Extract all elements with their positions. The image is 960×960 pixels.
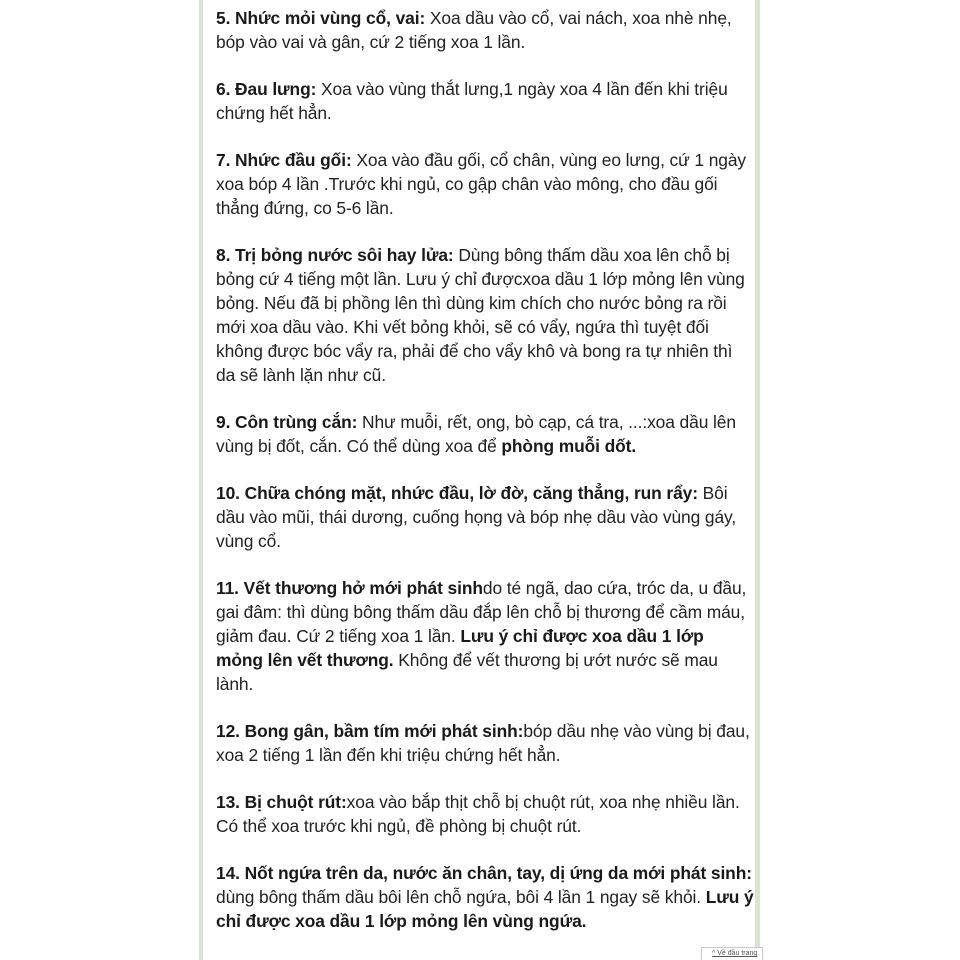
item-body: xoa vào bắp thịt chỗ bị chuột rút, xoa nhẹ nhiều lần. Có thể xoa trước khi ngủ, đề phòng bị chuột rút. (216, 792, 740, 836)
item-body: dùng bông thấm dầu bôi lên chỗ ngứa, bôi 4 lần 1 ngay sẽ khỏi. (216, 887, 706, 907)
item-body: Không để vết thương bị ướt nước sẽ mau lành. (216, 650, 718, 694)
item-heading: 7. Nhức đầu gối: (216, 150, 352, 170)
usage-item (216, 481, 755, 553)
usage-item-text (216, 148, 755, 220)
item-emphasis: Lưu ý chỉ được xoa dầu 1 lớp mỏng lên vùng ngứa. (216, 887, 754, 931)
item-body: Dùng bông thấm dầu xoa lên chỗ bị bỏng cứ 4 tiếng một lần. Lưu ý chỉ đượcxoa dầu 1 lớp mỏng lên vùng bỏng. Nếu đã bị phồng lên thì dùng kim chích cho nước bỏng ra rồi mới xoa dầu vào. Khi vết bỏng khỏi, sẽ có vẩy, ngứa thì tuyệt đối không được bóc vẩy ra, phải để cho vẩy khô và bong ra tự nhiên thì da sẽ lành lặn như cũ. (216, 245, 745, 385)
usage-item (216, 576, 755, 696)
usage-item-text (216, 243, 755, 387)
item-body: do té ngã, dao cứa, tróc da, u đầu, gai đâm: thì dùng bông thấm dầu đắp lên chỗ bị thương để cầm máu, giảm đau. Cứ 2 tiếng xoa 1 lần. (216, 578, 747, 646)
usage-item-text (216, 6, 755, 54)
item-emphasis: phòng muỗi dốt. (501, 436, 637, 456)
item-emphasis: Lưu ý chỉ được xoa dầu 1 lớp mỏng lên vết thương. (216, 626, 704, 670)
item-heading: 8. Trị bỏng nước sôi hay lửa: (216, 245, 454, 265)
item-body: bóp dầu nhẹ vào vùng bị đau, xoa 2 tiếng 1 lần đến khi triệu chứng hết hẳn. (216, 721, 750, 765)
usage-list (216, 6, 755, 933)
item-body: Xoa dầu vào cổ, vai nách, xoa nhè nhẹ, bóp vào vai và gân, cứ 2 tiếng xoa 1 lần. (216, 8, 732, 52)
article-body (203, 0, 755, 960)
item-heading: 9. Côn trùng cắn: (216, 412, 358, 432)
back-to-top-link[interactable]: ^ Về đầu trang (701, 947, 763, 960)
item-heading: 12. Bong gân, bầm tím mới phát sinh: (216, 721, 524, 741)
usage-item (216, 148, 755, 220)
usage-item-text (216, 481, 755, 553)
item-heading: 10. Chữa chóng mặt, nhức đầu, lờ đờ, căng thẳng, run rẩy: (216, 483, 698, 503)
usage-item (216, 77, 755, 125)
item-heading: 5. Nhức mỏi vùng cổ, vai: (216, 8, 426, 28)
item-heading: 13. Bị chuột rút: (216, 792, 347, 812)
usage-item-text (216, 410, 755, 458)
item-body: Xoa vào vùng thắt lưng,1 ngày xoa 4 lần đến khi triệu chứng hết hẳn. (216, 79, 728, 123)
usage-item (216, 6, 755, 54)
usage-item-text (216, 719, 755, 767)
item-heading: 11. Vết thương hở mới phát sinh (216, 578, 483, 598)
usage-item (216, 861, 755, 933)
usage-item-text (216, 861, 755, 933)
usage-item (216, 243, 755, 387)
item-body: Xoa vào đầu gối, cổ chân, vùng eo lưng, cứ 1 ngày xoa bóp 4 lần .Trước khi ngủ, co gập chân vào mông, cho đầu gối thẳng đứng, co 5-6 lần. (216, 150, 747, 218)
item-heading: 6. Đau lưng: (216, 79, 317, 99)
usage-item-text (216, 77, 755, 125)
usage-item-text (216, 576, 755, 696)
item-body: Bôi dầu vào mũi, thái dương, cuống họng và bóp nhẹ dầu vào vùng gáy, vùng cổ. (216, 483, 737, 551)
usage-item (216, 410, 755, 458)
item-heading: 14. Nốt ngứa trên da, nước ăn chân, tay, dị ứng da mới phát sinh: (216, 863, 752, 883)
usage-item-text (216, 790, 755, 838)
usage-item (216, 790, 755, 838)
item-body: Như muỗi, rết, ong, bò cạp, cá tra, ...:xoa dầu lên vùng bị đốt, cắn. Có thể dùng xoa để (216, 412, 736, 456)
usage-item (216, 719, 755, 767)
